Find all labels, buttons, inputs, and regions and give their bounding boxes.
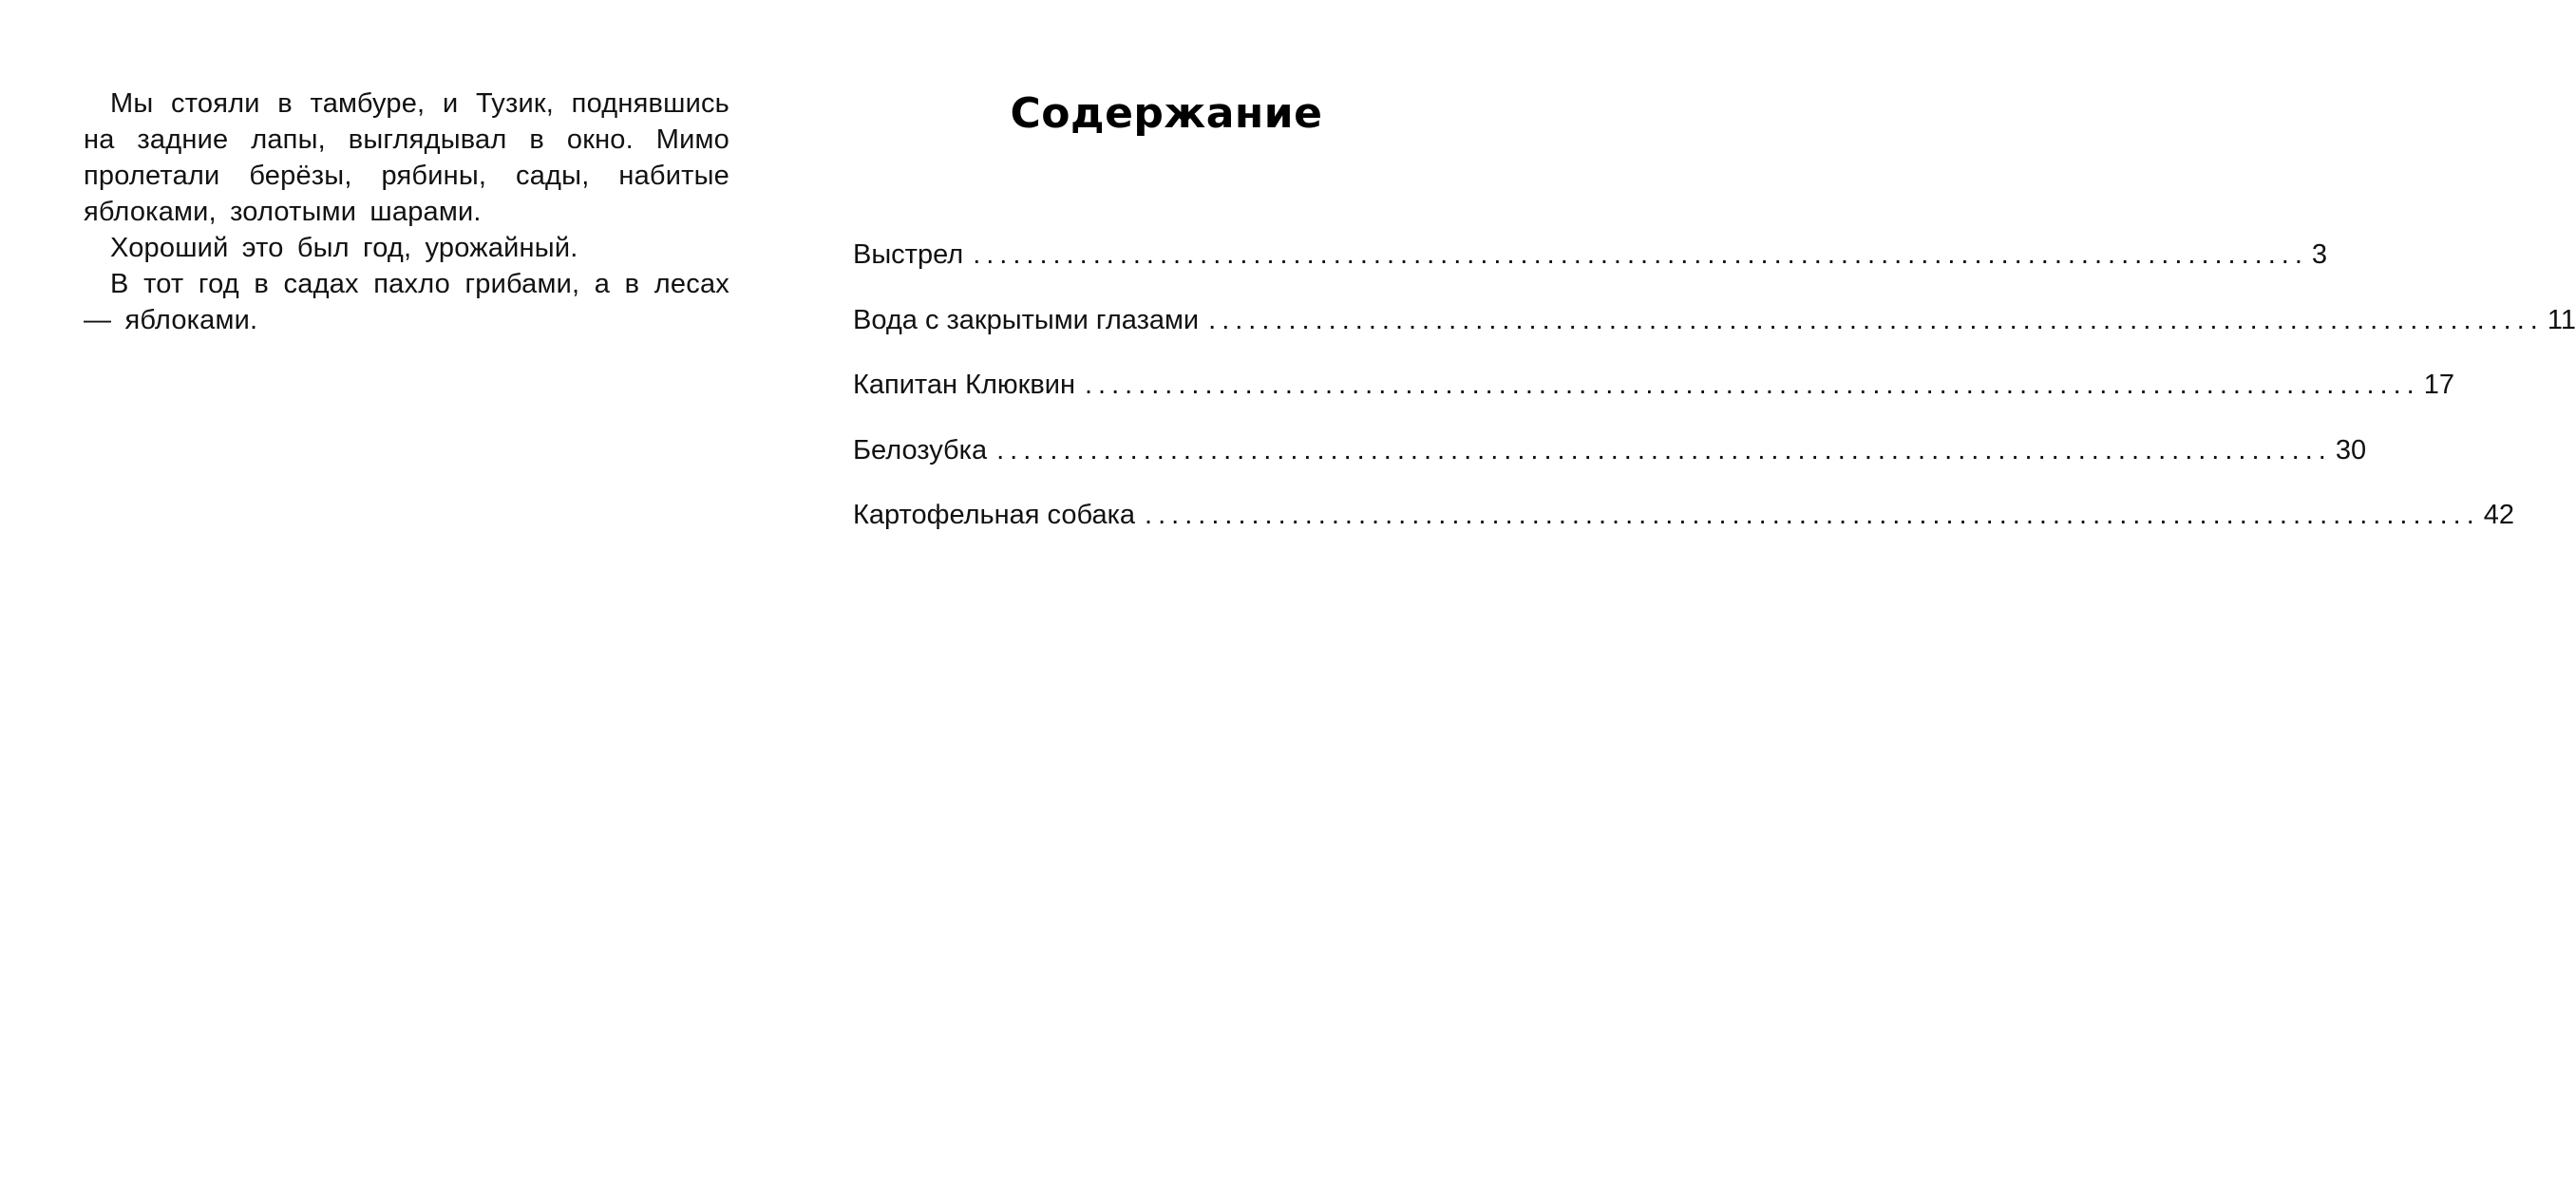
toc-leader-dots: .................................................................................................... — [973, 239, 2308, 270]
paragraph: Хороший это был год, урожайный. — [110, 233, 578, 263]
toc-leader-dots: .................................................................................................... — [1145, 500, 2480, 530]
toc-leader-dots: .................................................................................................... — [996, 434, 2332, 466]
toc-entry — [853, 431, 2367, 497]
toc-entry-label: Капитан Клюквин — [853, 370, 1075, 400]
toc-leader-dots: .................................................................................................... — [1084, 370, 2420, 400]
toc-list — [853, 236, 2576, 561]
toc-entry-label: Белозубка — [853, 434, 988, 466]
toc-entry-label: Выстрел — [853, 239, 964, 270]
paragraph: Мы стояли в тамбуре, и Тузик, поднявшись на задние лапы, выглядывал в окно. Мимо пролетали берёзы, рябины, сады, набитые яблоками, золотыми шарами. — [84, 88, 729, 227]
toc-entry-page: 11 — [2547, 304, 2576, 335]
toc-entry-page: 42 — [2483, 500, 2515, 530]
toc-entry-page: 30 — [2335, 434, 2367, 466]
left-page-text — [84, 86, 729, 338]
toc-title: Содержание — [1010, 89, 1323, 138]
table-of-contents — [853, 86, 2576, 530]
toc-entry-page: 17 — [2423, 370, 2454, 400]
toc-entry-label: Картофельная собака — [853, 500, 1136, 530]
paragraph: В тот год в садах пахло грибами, а в лесах — яблоками. — [84, 269, 729, 335]
toc-entry-label: Вода с закрытыми глазами — [853, 304, 1200, 335]
toc-leader-dots: .................................................................................................... — [1208, 304, 2544, 335]
toc-entry — [853, 301, 2576, 367]
toc-entry — [853, 496, 2515, 561]
toc-entry — [853, 236, 2328, 301]
toc-entry-page: 3 — [2311, 239, 2328, 270]
toc-entry — [853, 366, 2454, 431]
